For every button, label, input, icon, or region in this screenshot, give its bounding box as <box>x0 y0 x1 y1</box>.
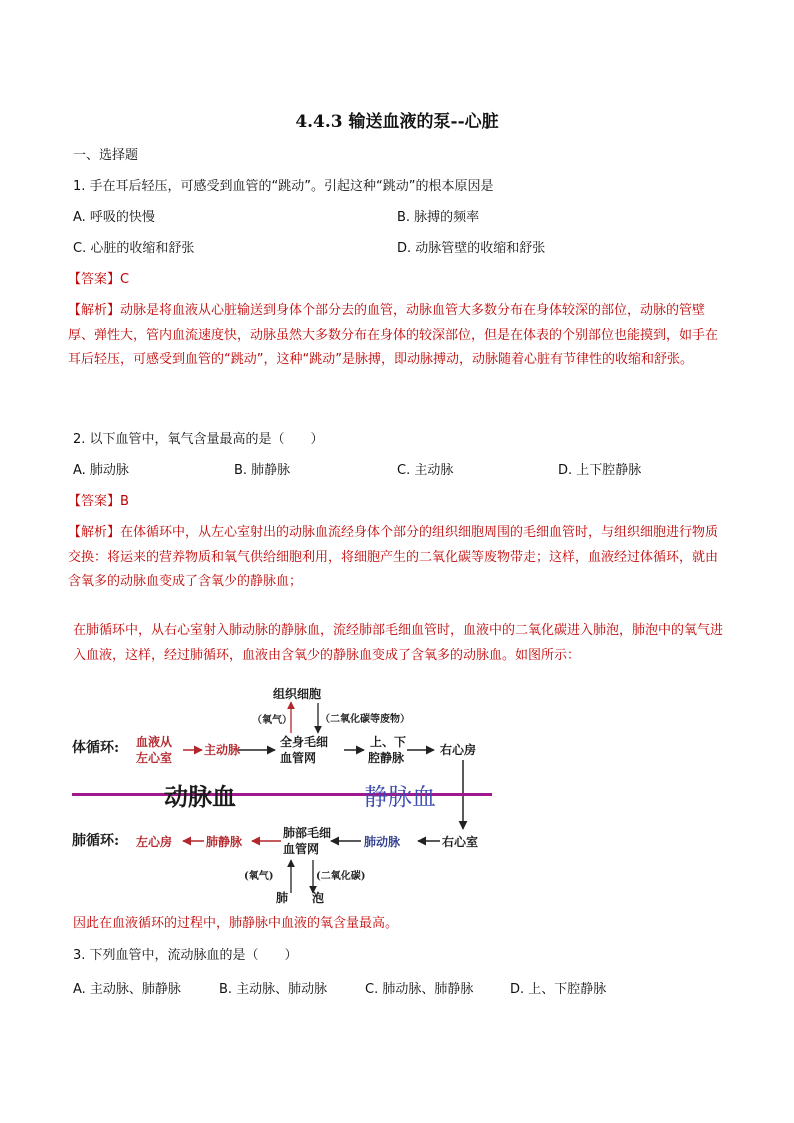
label-right-ventricle: 右心室 <box>442 835 479 849</box>
label-lv-line2: 左心室 <box>136 751 173 765</box>
label-arterial-blood: 动脉血 <box>164 782 236 811</box>
q3-option-a: A. 主动脉、肺静脉 <box>73 982 181 997</box>
q2-answer <box>68 492 129 512</box>
q3-option-c: C. 肺动脉、肺静脉 <box>365 982 474 997</box>
q2-option-b: B. 肺静脉 <box>234 463 291 478</box>
label-alveoli: 肺 泡 <box>276 891 325 905</box>
label-vc-line1: 上、下 <box>370 735 407 749</box>
label-right-atrium: 右心房 <box>440 743 477 757</box>
q2-conclusion: 因此在血液循环的过程中，肺静脉中血液的氧含量最高。 <box>73 916 399 931</box>
q1-option-c: C. 心脏的收缩和舒张 <box>73 241 195 256</box>
q1-option-b: B. 脉搏的频率 <box>397 210 480 225</box>
blood-circulation-diagram <box>72 683 492 905</box>
label-oxygen-bottom: (氧气) <box>244 871 274 882</box>
label-pulmonary-vein: 肺静脉 <box>206 835 243 849</box>
label-body-cap-line1: 全身毛细 <box>280 735 329 749</box>
label-aorta: 主动脉 <box>204 743 241 757</box>
label-lv-line1: 血液从 <box>136 735 173 749</box>
q2-answer-value: B <box>120 494 129 509</box>
q1-answer-tag: 【答案】 <box>68 272 121 287</box>
q1-answer-value: C <box>120 272 130 287</box>
label-co2: (二氧化碳) <box>316 871 366 882</box>
label-lung-cap-line1: 肺部毛细 <box>283 826 332 840</box>
q2-analysis-text-1: 在体循环中，从左心室射出的动脉血流经身体个部分的组织细胞周围的毛细血管时，与组织细胞进行物质交换：将运来的营养物质和氧气供给细胞利用，将细胞产生的二氧化碳等废物带走；这样，血液经过体循环，就由含氧多的动脉血变成了含氧少的静脉血； <box>68 525 719 589</box>
label-body-cap-line2: 血管网 <box>280 751 317 765</box>
label-pulmonary-circulation: 肺循环: <box>72 833 120 849</box>
q2-stem: 2. 以下血管中，氧气含量最高的是（ ） <box>73 432 324 447</box>
label-left-atrium: 左心房 <box>136 835 173 849</box>
label-lung-cap-line2: 血管网 <box>283 842 320 856</box>
q2-analysis-p1 <box>68 521 723 595</box>
q1-option-a: A. 呼吸的快慢 <box>73 210 155 225</box>
q1-stem: 1. 手在耳后轻压，可感受到血管的“跳动”。引起这种“跳动”的根本原因是 <box>73 179 494 194</box>
q1-answer <box>68 270 129 290</box>
q2-option-a: A. 肺动脉 <box>73 463 129 478</box>
q2-analysis-p2: 在肺循环中，从右心室射入肺动脉的静脉血，流经肺部毛细血管时，血液中的二氧化碳进入肺泡，肺泡中的氧气进入血液，这样，经过肺循环，血液由含氧少的静脉血变成了含氧多的动脉血。如图所示： <box>73 623 724 663</box>
q3-stem: 3. 下列血管中，流动脉血的是（ ） <box>73 948 298 963</box>
section-heading: 一、选择题 <box>73 148 139 163</box>
label-vc-line2: 腔静脉 <box>368 751 405 765</box>
q2-answer-tag: 【答案】 <box>68 494 121 509</box>
q1-option-d: D. 动脉管壁的收缩和舒张 <box>397 241 546 256</box>
q1-analysis <box>68 299 723 373</box>
q2-option-c: C. 主动脉 <box>397 463 454 478</box>
label-oxygen-top: （氧气） <box>252 715 292 726</box>
q2-analysis-tag: 【解析】 <box>68 525 121 540</box>
label-pulmonary-artery: 肺动脉 <box>364 835 401 849</box>
page-title: 4.4.3 输送血液的泵--心脏 <box>295 112 499 132</box>
label-co2-waste: （二氧化碳等废物） <box>320 714 410 725</box>
q3-option-d: D. 上、下腔静脉 <box>510 982 607 997</box>
label-venous-blood: 静脉血 <box>364 783 436 811</box>
label-tissue-cells: 组织细胞 <box>273 687 322 701</box>
q2-option-d: D. 上下腔静脉 <box>558 463 642 478</box>
label-systemic-circulation: 体循环: <box>72 740 120 756</box>
q3-option-b: B. 主动脉、肺动脉 <box>219 982 328 997</box>
q1-analysis-tag: 【解析】 <box>68 303 121 318</box>
q1-analysis-text: 动脉是将血液从心脏输送到身体个部分去的血管，动脉血管大多数分布在身体较深的部位，动脉的管壁厚、弹性大，管内血流速度快，动脉虽然大多数分布在身体的较深部位，但是在体表的个别部位也能摸到，如手在耳后轻压，可感受到血管的“跳动”，这种“跳动”是脉搏，即动脉搏动，动脉随着心脏有节律性的收缩和舒张。 <box>68 303 719 367</box>
